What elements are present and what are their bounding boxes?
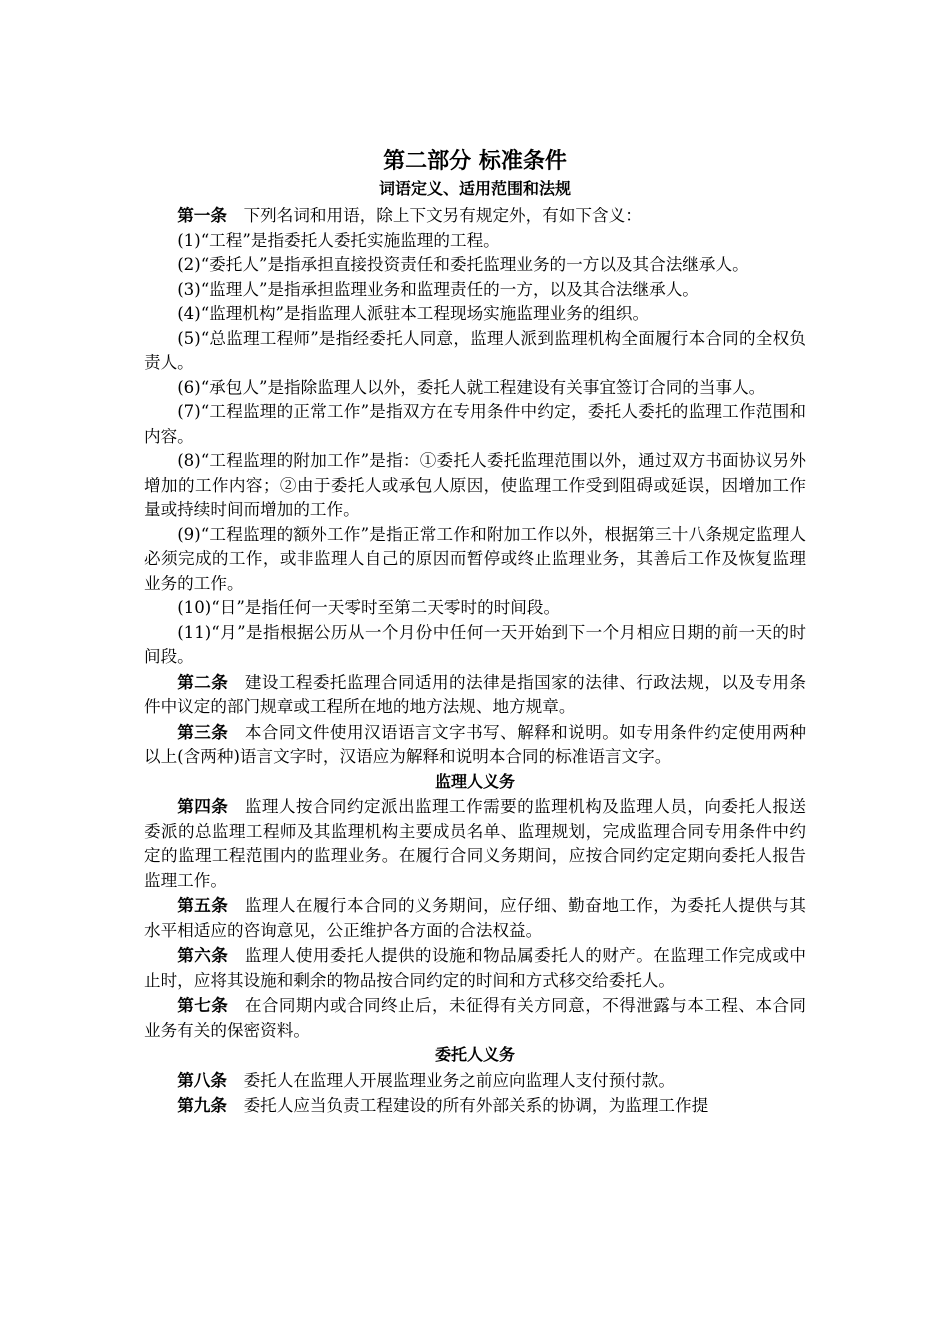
article-text: 监理人按合同约定派出监理工作需要的监理机构及监理人员，向委托人报送委派的总监理工程师及其监理机构主要成员名单、监理规划，完成监理合同专用条件中约定的监理工程范围内的监理业务。在履行合同义务期间，应按合同约定定期向委托人报告监理工作。 — [144, 797, 807, 890]
section-heading: 委托人义务 — [434, 1045, 515, 1064]
article-label: 第三条 — [177, 721, 229, 742]
article-4 — [144, 794, 806, 893]
definition-item: (7)“工程监理的正常工作”是指双方在专用条件中约定，委托人委托的监理工作范围和内容。 — [144, 402, 806, 446]
article-label: 第九条 — [177, 1095, 227, 1115]
article-text: 本合同文件使用汉语语言文字书写、解释和说明。如专用条件约定使用两种以上(含两种)语言文字时，汉语应为解释和说明本合同的标准语言文字。 — [144, 722, 807, 766]
article-1 — [144, 203, 806, 229]
article-2 — [144, 670, 806, 720]
article-label: 第四条 — [177, 796, 229, 816]
article-7 — [144, 993, 806, 1043]
definition-item: (11)“月”是指根据公历从一个月份中任何一天开始到下一个月相应日期的前一天的时间段。 — [144, 622, 806, 666]
definition-item: (10)“日”是指任何一天零时至第二天零时的时间段。 — [177, 598, 561, 617]
article-text: 监理人使用委托人提供的设施和物品属委托人的财产。在监理工作完成或中止时，应将其设施和剩余的物品按合同约定的时间和方式移交给委托人。 — [144, 946, 807, 990]
article-label: 第一条 — [177, 205, 227, 225]
article-text: 委托人在监理人开展监理业务之前应向监理人支付预付款。 — [243, 1070, 675, 1090]
definition-item: (8)“工程监理的附加工作”是指：①委托人委托监理范围以外，通过双方书面协议另外增加的工作内容；②由于委托人或承包人原因，使监理工作受到阻碍或延误，因增加工作量或持续时间而增加的工作。 — [144, 451, 806, 519]
article-3 — [144, 720, 806, 770]
definition-item: (4)“监理机构”是指监理人派驻本工程现场实施监理业务的组织。 — [177, 304, 650, 323]
article-8 — [144, 1068, 806, 1094]
section-definitions — [144, 176, 806, 770]
document-title: 第二部分 标准条件 — [383, 148, 567, 174]
document-page — [144, 146, 806, 1119]
article-text: 监理人在履行本合同的义务期间，应仔细、勤奋地工作，为委托人提供与其水平相适应的咨询意见，公正维护各方面的合法权益。 — [144, 896, 807, 940]
section-heading: 监理人义务 — [434, 771, 515, 791]
section-supervisor-obligations — [144, 770, 806, 1044]
definition-item: (5)“总监理工程师”是指经委托人同意，监理人派到监理机构全面履行本合同的全权负责人。 — [144, 328, 806, 372]
article-label: 第七条 — [177, 995, 229, 1015]
article-6 — [144, 943, 806, 993]
article-label: 第六条 — [177, 945, 229, 965]
section-heading: 词语定义、适用范围和法规 — [378, 179, 571, 198]
article-text: 建设工程委托监理合同适用的法律是指国家的法律、行政法规，以及专用条件中议定的部门规章或工程所在地的地方法规、地方规章。 — [144, 672, 807, 716]
definition-item: (9)“工程监理的额外工作”是指正常工作和附加工作以外，根据第三十八条规定监理人必须完成的工作，或非监理人自己的原因而暂停或终止监理业务，其善后工作及恢复监理业务的工作。 — [144, 524, 806, 593]
article-label: 第五条 — [177, 895, 229, 915]
article-label: 第八条 — [177, 1069, 227, 1090]
article-9 — [144, 1093, 806, 1119]
definition-item: (1)“工程”是指委托人委托实施监理的工程。 — [177, 230, 500, 250]
article-text: 下列名词和用语，除上下文另有规定外，有如下含义： — [243, 206, 642, 225]
article-5 — [144, 893, 806, 943]
article-label: 第二条 — [177, 671, 229, 692]
section-client-obligations — [144, 1043, 806, 1119]
definition-item: (6)“承包人”是指除监理人以外，委托人就工程建设有关事宜签订合同的当事人。 — [177, 377, 766, 397]
article-text: 委托人应当负责工程建设的所有外部关系的协调，为监理工作提 — [243, 1096, 709, 1115]
definition-item: (2)“委托人”是指承担直接投资责任和委托监理业务的一方以及其合法继承人。 — [177, 255, 749, 274]
article-text: 在合同期内或合同终止后，未征得有关方同意，不得泄露与本工程、本合同业务有关的保密资料。 — [144, 996, 807, 1040]
definition-item: (3)“监理人”是指承担监理业务和监理责任的一方，以及其合法继承人。 — [177, 279, 699, 299]
